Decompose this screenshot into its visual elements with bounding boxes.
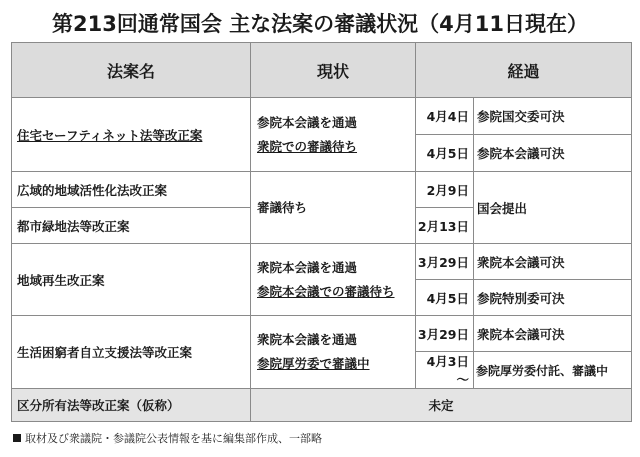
bill-name-text: 住宅セーフティネット法等改正案 bbox=[17, 127, 203, 143]
event-date: 2月13日 bbox=[416, 208, 474, 244]
footnote bbox=[13, 430, 322, 446]
table-row bbox=[12, 98, 632, 135]
event-description: 参院特別委可決 bbox=[474, 280, 632, 316]
bill-name: 都市緑地法等改正案 bbox=[12, 208, 251, 244]
bill-name: 広域的地域活性化法改正案 bbox=[12, 172, 251, 208]
footnote-text: 取材及び衆議院・参議院公表情報を基に編集部作成、一部略 bbox=[25, 432, 322, 445]
status-line: 審議待ち bbox=[257, 199, 308, 215]
bill-status: 未定 bbox=[251, 389, 632, 422]
status-line: 参院厚労委で審議中 bbox=[257, 356, 370, 371]
event-date: 4月3日～ bbox=[416, 352, 474, 389]
event-description: 衆院本会議可決 bbox=[474, 316, 632, 352]
event-date: 3月29日 bbox=[416, 244, 474, 280]
page-title: 第213回通常国会 主な法案の審議状況（4月11日現在） bbox=[52, 12, 588, 36]
header-bill-name: 法案名 bbox=[12, 43, 251, 98]
table-row bbox=[12, 316, 632, 352]
header-row bbox=[12, 43, 632, 98]
bill-name bbox=[12, 98, 251, 172]
status-line: 衆院での審議待ち bbox=[257, 138, 358, 154]
bill-name: 地域再生改正案 bbox=[12, 244, 251, 316]
bill-name: 生活困窮者自立支援法等改正案 bbox=[12, 316, 251, 389]
status-line: 衆院本会議を通過 bbox=[257, 332, 358, 347]
bill-status bbox=[251, 98, 416, 172]
event-description: 参院本会議可決 bbox=[474, 135, 632, 172]
event-date: 4月5日 bbox=[416, 280, 474, 316]
bill-status-table bbox=[11, 42, 632, 422]
header-status: 現状 bbox=[251, 43, 416, 98]
event-description: 参院国交委可決 bbox=[474, 98, 632, 135]
bill-name: 区分所有法等改正案（仮称） bbox=[12, 389, 251, 422]
table-row bbox=[12, 389, 632, 422]
status-line: 衆院本会議を通過 bbox=[257, 259, 358, 275]
bill-status bbox=[251, 316, 416, 389]
event-date: 4月5日 bbox=[416, 135, 474, 172]
header-progress: 経過 bbox=[416, 43, 632, 98]
square-bullet-icon bbox=[13, 434, 21, 442]
event-description: 衆院本会議可決 bbox=[474, 244, 632, 280]
table-row bbox=[12, 244, 632, 280]
event-date: 4月4日 bbox=[416, 98, 474, 135]
event-date: 3月29日 bbox=[416, 316, 474, 352]
event-date: 2月9日 bbox=[416, 172, 474, 208]
status-line: 参院本会議での審議待ち bbox=[257, 283, 395, 299]
bill-status bbox=[251, 172, 416, 244]
bill-status bbox=[251, 244, 416, 316]
event-description: 参院厚労委付託、審議中 bbox=[474, 352, 632, 389]
status-line: 参院本会議を通過 bbox=[257, 114, 358, 130]
event-description: 国会提出 bbox=[474, 172, 632, 244]
table-row bbox=[12, 172, 632, 208]
